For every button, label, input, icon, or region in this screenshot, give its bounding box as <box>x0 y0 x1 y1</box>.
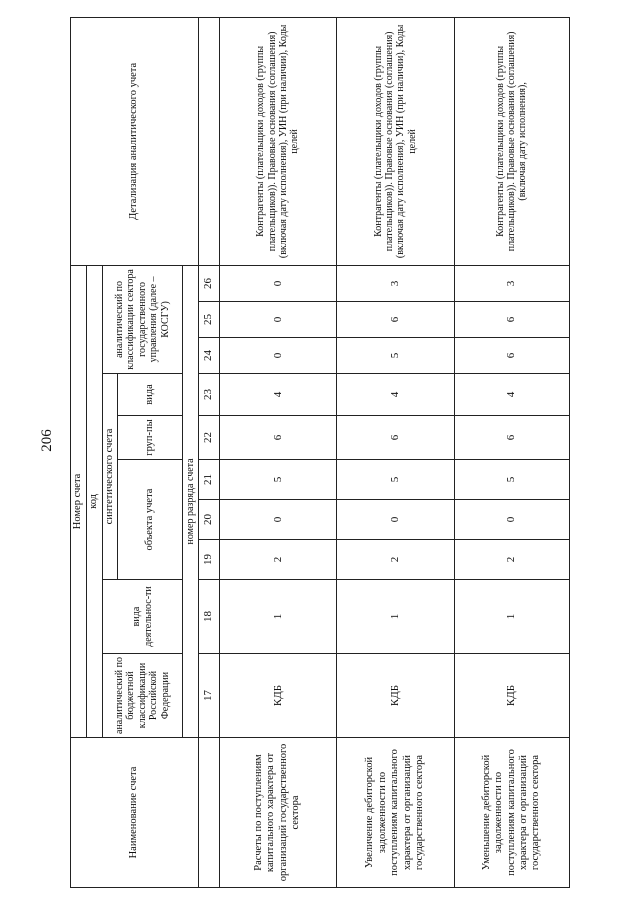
digit-25: 25 <box>198 302 219 338</box>
row-cell: 0 <box>219 338 336 374</box>
header-digit-position: номер разряда счета <box>183 265 198 737</box>
table-row <box>454 17 569 887</box>
page-number: 206 <box>38 429 55 452</box>
row-cell: 0 <box>219 500 336 540</box>
row-cell: 4 <box>454 374 569 416</box>
row-cell: 0 <box>454 500 569 540</box>
header-kind: вида <box>118 374 183 416</box>
row-cell: 6 <box>454 302 569 338</box>
row-cell: 6 <box>337 416 454 460</box>
digit-17: 17 <box>198 654 219 738</box>
row-cell: 5 <box>454 460 569 500</box>
header-code: код <box>86 265 102 737</box>
header-analytical-budget: аналитический по бюджетной классификации Российской Федерации <box>102 654 183 738</box>
digit-22: 22 <box>198 416 219 460</box>
row-cell: 2 <box>337 540 454 580</box>
row-cell: 4 <box>219 374 336 416</box>
row-cell: 3 <box>454 265 569 301</box>
header-account-number: Номер счета <box>71 265 87 737</box>
row-cell: 0 <box>219 302 336 338</box>
digit-empty <box>198 17 219 265</box>
digit-26: 26 <box>198 265 219 301</box>
header-activity-kind: вида деятельнос-ти <box>102 580 183 654</box>
row-cell: 6 <box>454 416 569 460</box>
row-cell: КДБ <box>454 654 569 738</box>
row-cell: 5 <box>337 338 454 374</box>
row-cell: 6 <box>454 338 569 374</box>
digit-19: 19 <box>198 540 219 580</box>
header-account-name: Наименование счета <box>71 738 199 888</box>
row-cell: 1 <box>219 580 336 654</box>
row-cell: 5 <box>337 460 454 500</box>
row-name: Уменьшение дебиторской задолженности по поступлениям капитального характера от организаций государственного сектора <box>454 738 569 888</box>
digit-24: 24 <box>198 338 219 374</box>
row-detail: Контрагенты (плательщики доходов (группы плательщиков)). Правовые основания (соглашения) (включая дату исполнения), УИН (при наличии), Коды целей <box>337 17 454 265</box>
row-cell: 5 <box>219 460 336 500</box>
digit-18: 18 <box>198 580 219 654</box>
table-row <box>337 17 454 887</box>
header-group: груп-пы <box>118 416 183 460</box>
row-cell: 3 <box>337 265 454 301</box>
rotated-table-wrapper <box>70 18 570 888</box>
row-name: Увеличение дебиторской задолженности по поступлениям капитального характера от организаций государственного сектора <box>337 738 454 888</box>
row-cell: 0 <box>337 500 454 540</box>
digit-23: 23 <box>198 374 219 416</box>
row-cell: 1 <box>337 580 454 654</box>
digit-empty <box>198 738 219 888</box>
header-detail: Детализация аналитического учета <box>71 17 199 265</box>
header-object: объекта учета <box>118 460 183 580</box>
table-row <box>219 17 336 887</box>
row-cell: 2 <box>454 540 569 580</box>
account-table <box>70 17 570 888</box>
row-cell: 6 <box>219 416 336 460</box>
row-cell: 0 <box>219 265 336 301</box>
row-cell: 1 <box>454 580 569 654</box>
row-cell: КДБ <box>337 654 454 738</box>
digit-row <box>198 17 219 887</box>
row-detail: Контрагенты (плательщики доходов (группы плательщиков)). Правовые основания (соглашения) (включая дату исполнения), УИН (при наличии), Коды целей <box>219 17 336 265</box>
row-cell: КДБ <box>219 654 336 738</box>
row-cell: 6 <box>337 302 454 338</box>
header-kosgu: аналитический по классификации сектора государственного управления (далее – КОСГУ) <box>102 265 183 373</box>
header-synthetic: синтетического счета <box>102 374 118 580</box>
row-name: Расчеты по поступлениям капитального характера от организаций государственного сектора <box>219 738 336 888</box>
row-detail: Контрагенты (плательщики доходов (группы плательщиков)). Правовые основания (соглашения) (включая дату исполнения), <box>454 17 569 265</box>
row-cell: 4 <box>337 374 454 416</box>
digit-20: 20 <box>198 500 219 540</box>
digit-21: 21 <box>198 460 219 500</box>
row-cell: 2 <box>219 540 336 580</box>
